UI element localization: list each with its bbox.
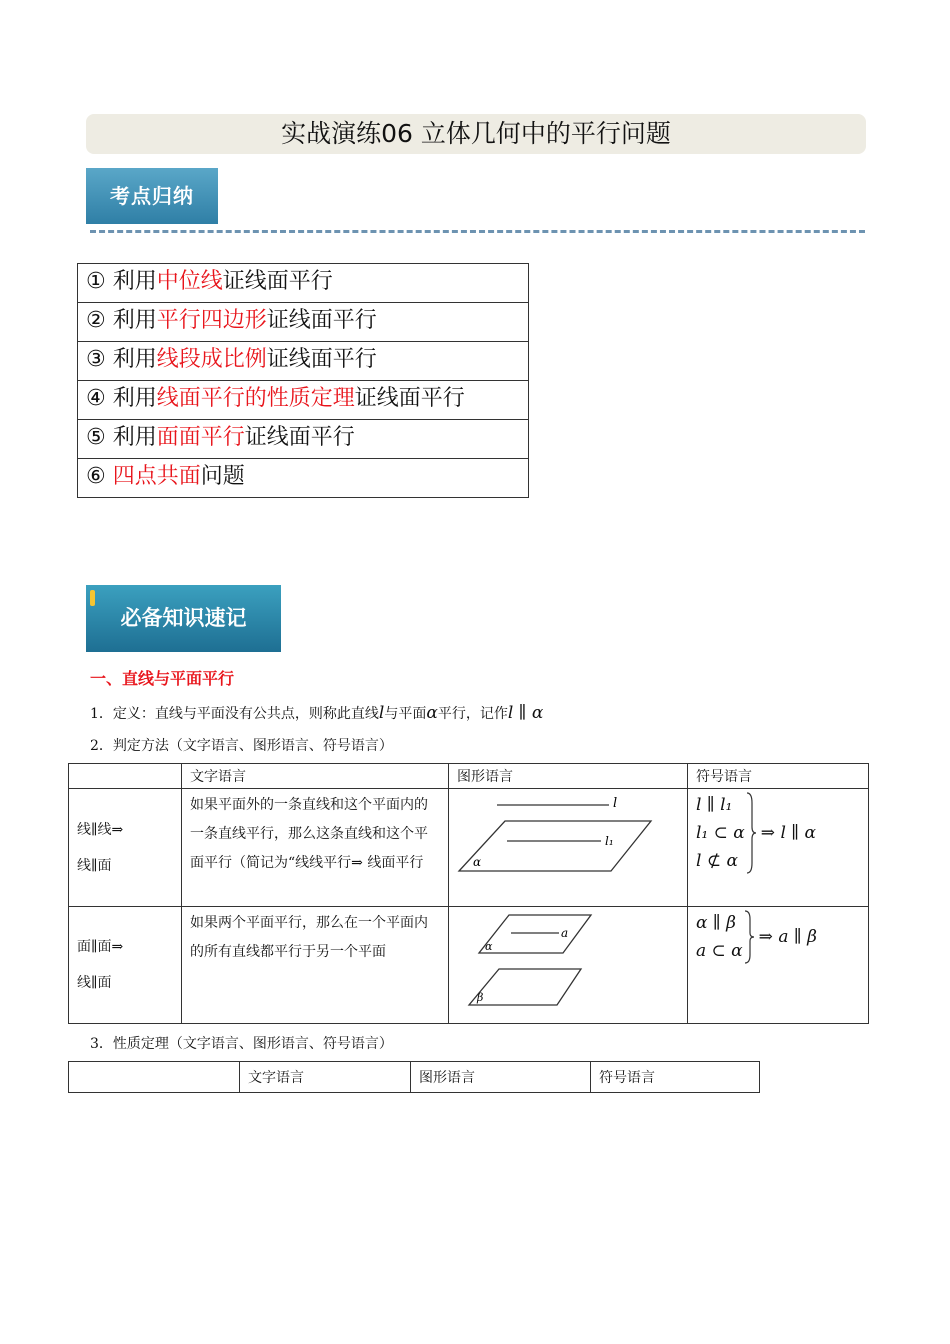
dashed-divider — [90, 230, 865, 233]
symbol-conditions: l ∥ l₁ l₁ ⊂ α l ⊄ α — [696, 795, 745, 871]
symbol-cell: l ∥ l₁ l₁ ⊂ α l ⊄ α ⇒ l ∥ α — [688, 789, 869, 907]
header-cell — [69, 764, 182, 789]
kaodian-num: ③ — [86, 347, 106, 372]
property-table — [68, 1061, 760, 1093]
kaodian-suffix: 证线面平行 — [354, 386, 465, 411]
kaodian-highlight: 四点共面 — [112, 464, 201, 489]
kaodian-num: ⑤ — [86, 425, 106, 450]
section-heading: 一、直线与平面平行 — [90, 669, 235, 688]
plane-plane-figure — [449, 907, 671, 1019]
kaodian-cell — [78, 342, 529, 381]
kaodian-suffix: 证线面平行 — [266, 347, 377, 372]
kaodian-row — [78, 342, 529, 381]
label-l: l — [613, 796, 618, 811]
label-alpha: α — [485, 940, 493, 953]
kaodian-row — [78, 420, 529, 459]
kaodian-suffix: 问题 — [200, 464, 245, 489]
brace-icon — [745, 791, 757, 875]
kaodian-prefix: 利用 — [105, 347, 157, 372]
kaodian-cell — [78, 264, 529, 303]
label-beta: β — [477, 991, 484, 1004]
table-header-row — [69, 1062, 760, 1093]
kaodian-badge: 考点归纳 — [86, 168, 218, 224]
method-name-cell: 面∥面⇒ 线∥面 — [69, 907, 182, 1024]
kaodian-num: ④ — [86, 386, 106, 411]
figure-cell — [449, 789, 688, 907]
table-header-row — [69, 764, 869, 789]
kaodian-table — [77, 263, 529, 498]
kaodian-row — [78, 264, 529, 303]
kaodian-suffix: 证线面平行 — [222, 269, 333, 294]
header-cell: 文字语言 — [240, 1062, 411, 1093]
kaodian-highlight: 面面平行 — [156, 425, 245, 450]
header-cell: 符号语言 — [591, 1062, 760, 1093]
header-cell: 文字语言 — [182, 764, 449, 789]
method-name-cell: 线∥线⇒ 线∥面 — [69, 789, 182, 907]
kaodian-suffix: 证线面平行 — [244, 425, 355, 450]
kaodian-num: ② — [86, 308, 106, 333]
figure-cell — [449, 907, 688, 1024]
kaodian-prefix — [106, 464, 113, 489]
judgement-heading: 2．判定方法（文字语言、图形语言、符号语言） — [90, 738, 393, 754]
text-language-cell: 如果平面外的一条直线和这个平面内的一条直线平行，那么这条直线和这个平面平行（简记为“线线平行⇒ 线面平行 — [182, 789, 449, 907]
table-row — [69, 907, 869, 1024]
kaodian-prefix: 利用 — [105, 269, 157, 294]
kaodian-highlight: 中位线 — [156, 269, 223, 294]
text-language-cell: 如果两个平面平行，那么在一个平面内的所有直线都平行于另一个平面 — [182, 907, 449, 1024]
kaodian-cell — [78, 459, 529, 498]
judgement-table — [68, 763, 869, 1024]
kaodian-num: ⑥ — [86, 464, 106, 489]
kaodian-prefix: 利用 — [105, 308, 157, 333]
label-alpha: α — [473, 855, 482, 869]
kaodian-prefix: 利用 — [105, 386, 157, 411]
kaodian-highlight: 线段成比例 — [156, 347, 267, 372]
kaodian-num: ① — [86, 269, 106, 294]
definition-paragraph: 1．定义：直线与平面没有公共点，则称此直线l与平面α平行，记作l ∥ α — [90, 703, 544, 723]
kaodian-suffix: 证线面平行 — [266, 308, 377, 333]
bibei-badge: 必备知识速记 — [86, 585, 281, 652]
kaodian-highlight: 平行四边形 — [156, 308, 267, 333]
line-plane-figure — [449, 789, 671, 899]
label-l1: l₁ — [605, 834, 614, 848]
kaodian-row — [78, 381, 529, 420]
label-a: a — [561, 926, 569, 940]
kaodian-highlight: 线面平行的性质定理 — [156, 386, 355, 411]
header-cell: 图形语言 — [449, 764, 688, 789]
badge-accent-bar — [90, 590, 95, 606]
property-heading: 3．性质定理（文字语言、图形语言、符号语言） — [90, 1036, 393, 1052]
kaodian-row — [78, 459, 529, 498]
kaodian-prefix: 利用 — [105, 425, 157, 450]
header-cell: 图形语言 — [411, 1062, 591, 1093]
brace-icon — [743, 909, 755, 965]
kaodian-cell — [78, 420, 529, 459]
header-cell: 符号语言 — [688, 764, 869, 789]
kaodian-cell — [78, 303, 529, 342]
symbol-conditions: α ∥ β a ⊂ α — [696, 913, 743, 961]
kaodian-row — [78, 303, 529, 342]
kaodian-cell — [78, 381, 529, 420]
header-cell — [69, 1062, 240, 1093]
page-title: 实战演练06 立体几何中的平行问题 — [86, 114, 866, 154]
table-row — [69, 789, 869, 907]
symbol-cell: α ∥ β a ⊂ α ⇒ a ∥ β — [688, 907, 869, 1024]
